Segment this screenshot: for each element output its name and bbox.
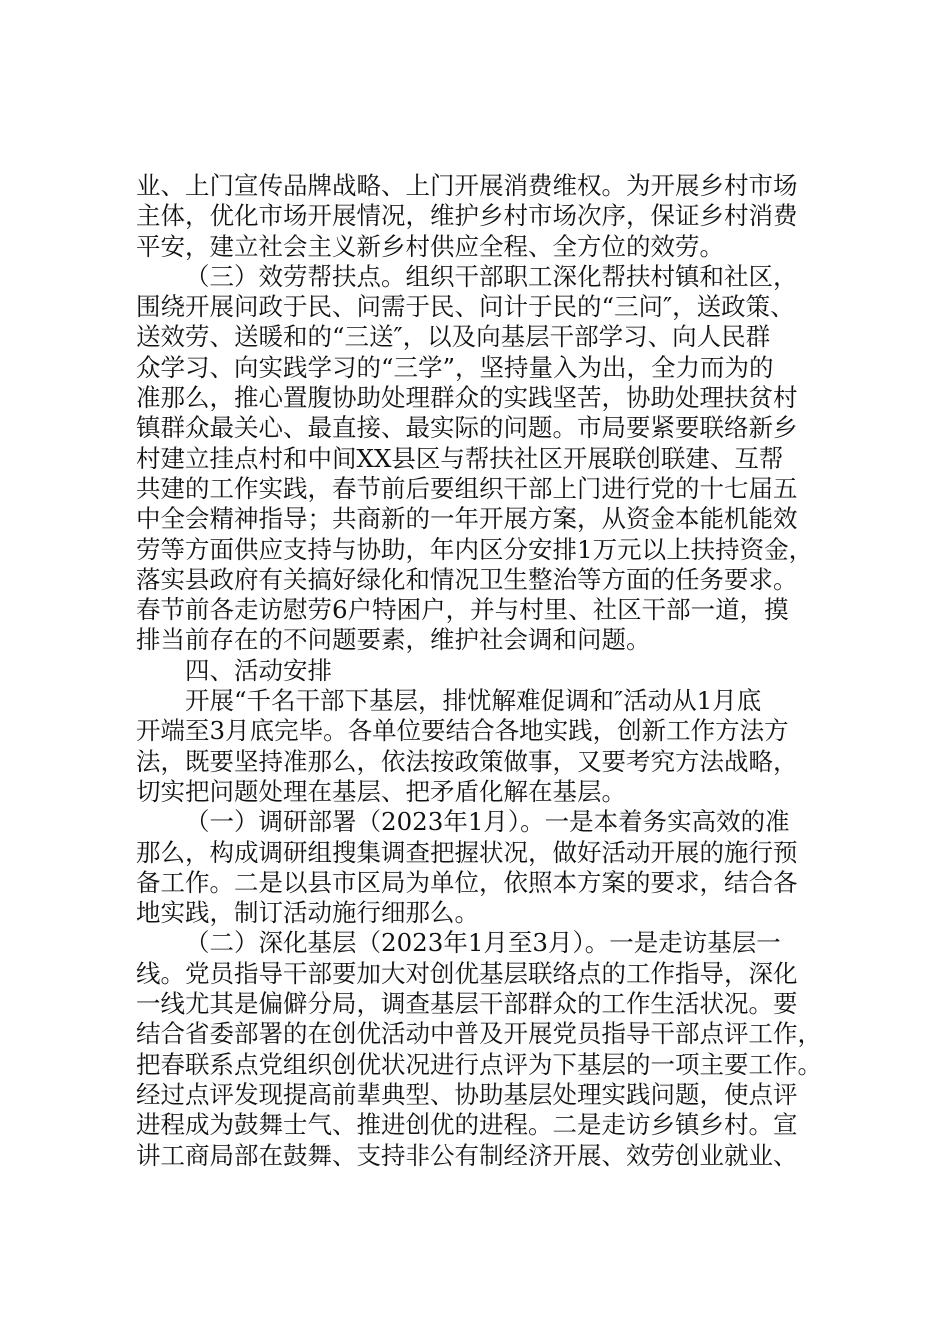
text-line: 主体，优化市场开展情况，维护乡村市场次序，保证乡村消费 [136,201,798,231]
text-line: 法，既要坚持准那么，依法按政策做事，又要考究方法战略， [136,746,798,776]
text-line: （三）效劳帮扶点。组织干部职工深化帮扶村镇和社区， [185,261,798,291]
text-line: 镇群众最关心、最直接、最实际的问题。市局要紧要联络新乡 [136,413,798,443]
text-line: 众学习、向实践学习的“三学”，坚持量入为出，全力而为的 [136,352,774,382]
text-line: 经过点评发现提高前辈典型、协助基层处理实践问题，使点评 [136,1079,798,1109]
text-line: 平安，建立社会主义新乡村供应全程、全方位的效劳。 [136,231,724,261]
text-line: 开展“千名干部下基层，排忧解难促调和″活动从1月底 [185,686,762,716]
text-line: 准那么，推心置腹协助处理群众的实践坚苦，协助处理扶贫村 [136,383,798,413]
text-line: 开端至3月底完毕。各单位要结合各地实践，创新工作方法方 [136,716,789,746]
text-line: 备工作。二是以县市区局为单位，依照本方案的要求，结合各 [136,867,798,897]
text-line: 把春联系点党组织创优状况进行点评为下基层的一项主要工作。 [136,1049,822,1079]
text-line: 共建的工作实践，春节前后要组织干部上门进行党的十七届五 [136,473,798,503]
document-body [136,171,846,1171]
text-line: 讲工商局部在鼓舞、支持非公有制经济开展、效劳创业就业、 [136,1140,798,1170]
text-line: 村建立挂点村和中间XX县区与帮扶社区开展联创联建、互帮 [136,443,784,473]
text-line: （一）调研部署（2023年1月）。一是本着务实高效的准 [185,807,790,837]
text-line: （二）深化基层（2023年1月至3月）。一是走访基层一 [185,928,781,958]
text-line: 排当前存在的不问题要素，维护社会调和问题。 [136,625,651,655]
text-line: 劳等方面供应支持与协助，年内区分安排1万元以上扶持资金， [136,534,814,564]
text-line: 切实把问题处理在基层、把矛盾化解在基层。 [136,776,626,806]
text-line: 地实践，制订活动施行细那么。 [136,898,479,928]
text-line: 四、活动安排 [185,655,332,685]
text-line: 春节前各走访慰劳6户特困户，并与村里、社区干部一道，摸 [136,595,789,625]
text-line: 围绕开展问政于民、问需于民、问计于民的“三问″，送政策、 [136,292,795,322]
text-line: 结合省委部署的在创优活动中普及开展党员指导干部点评工作， [136,1019,822,1049]
text-line: 一线尤其是偏僻分局，调查基层干部群众的工作生活状况。要 [136,989,798,1019]
text-line: 线。党员指导干部要加大对创优基层联络点的工作指导，深化 [136,958,798,988]
text-line: 业、上门宣传品牌战略、上门开展消费维权。为开展乡村市场 [136,171,798,200]
text-line: 中全会精神指导；共商新的一年开展方案，从资金本能机能效 [136,504,798,534]
text-line: 落实县政府有关搞好绿化和情况卫生整治等方面的任务要求。 [136,564,798,594]
text-line: 送效劳、送暖和的“三送″，以及向基层干部学习、向人民群 [136,322,771,352]
text-line: 那么，构成调研组搜集调查把握状况，做好活动开展的施行预 [136,837,798,867]
text-line: 进程成为鼓舞士气、推进创优的进程。二是走访乡镇乡村。宣 [136,1110,798,1140]
